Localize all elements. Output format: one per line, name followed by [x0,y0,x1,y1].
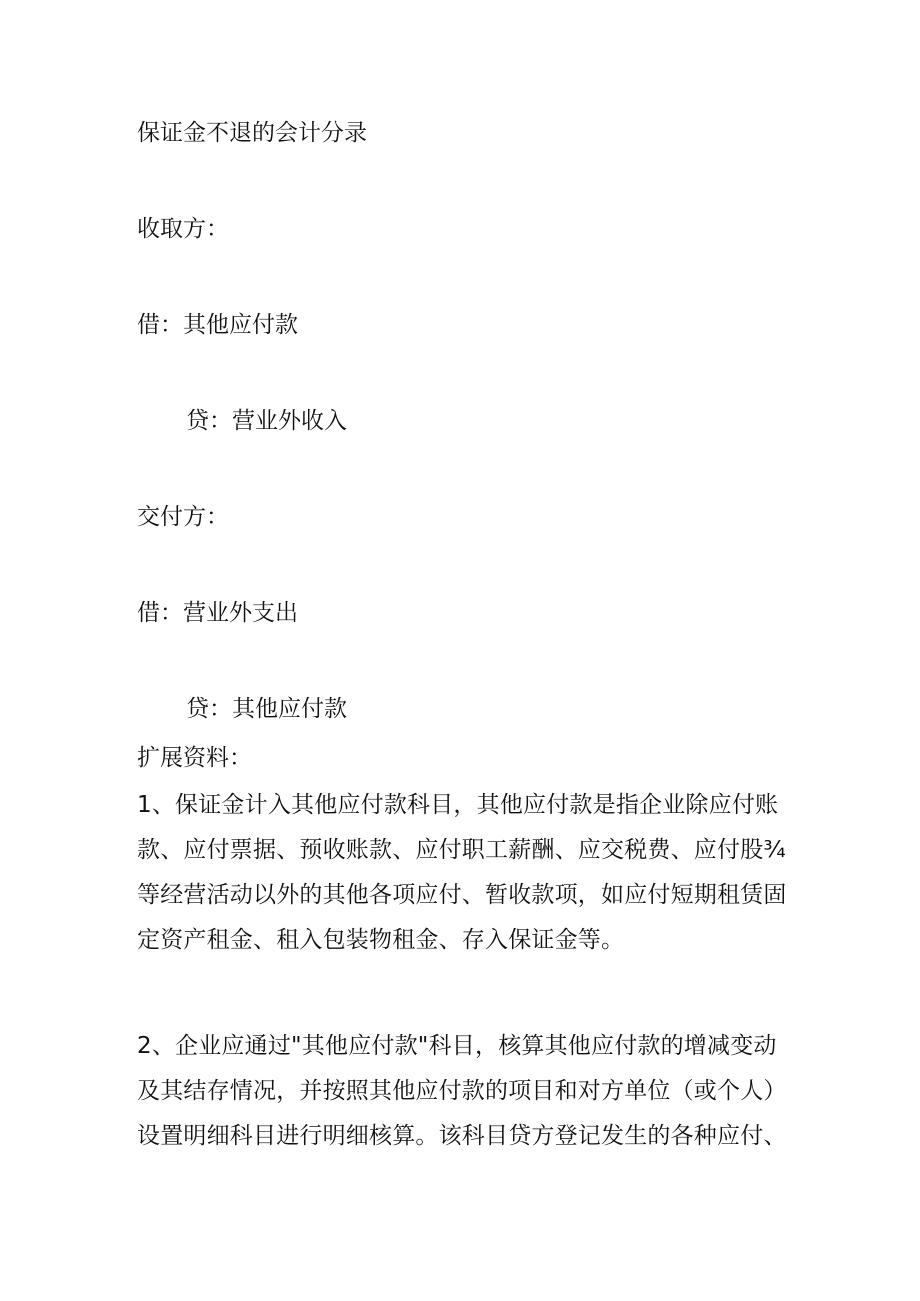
extended-heading: 扩展资料： [137,745,252,771]
receiver-heading: 收取方： [137,216,229,242]
receiver-debit-entry: 借：其他应付款 [137,312,298,338]
paragraph-1-line: 定资产租金、租入包装物租金、存入保证金等。 [137,927,625,953]
payer-heading: 交付方： [137,504,229,530]
paragraph-2-line: 设置明细科目进行明细核算。该科目贷方登记发生的各种应付、 [137,1123,787,1149]
paragraph-2 [137,1024,817,1159]
paragraph-2-line: 及其结存情况，并按照其他应付款的项目和对方单位（或个人） [137,1078,787,1104]
receiver-credit-entry: 贷：营业外收入 [186,408,347,434]
paragraph-2-line: 2、企业应通过"其他应付款"科目，核算其他应付款的增减变动 [137,1033,777,1059]
paragraph-1-line: 1、保证金计入其他应付款科目，其他应付款是指企业除应付账 [137,792,779,818]
paragraph-1-line: 款、应付票据、预收账款、应付职工薪酬、应交税费、应付股¾ [137,837,786,863]
payer-debit-entry: 借：营业外支出 [137,600,298,626]
document-title: 保证金不退的会计分录 [137,120,367,146]
paragraph-1-line: 等经营活动以外的其他各项应付、暂收款项，如应付短期租赁固 [137,882,787,908]
paragraph-1 [137,783,817,963]
payer-credit-entry: 贷：其他应付款 [186,696,347,722]
